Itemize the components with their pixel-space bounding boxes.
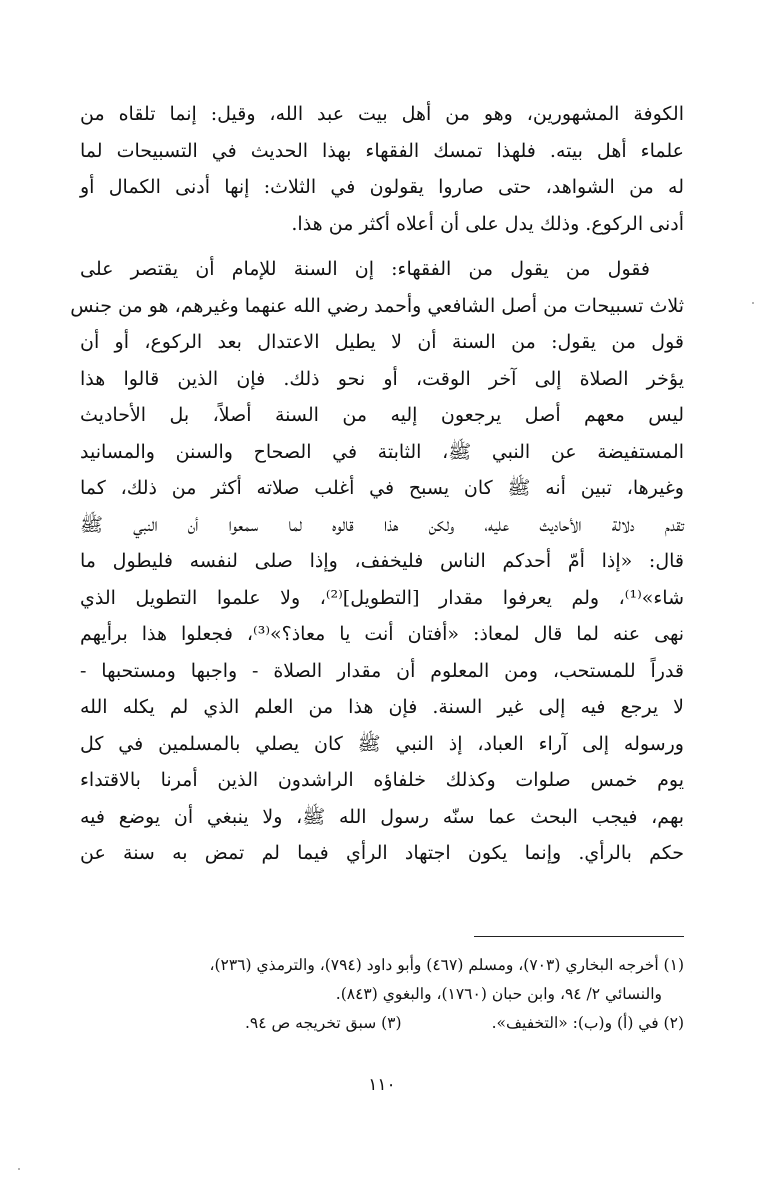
footnote-2: (٢) في (أ) و(ب): «التخفيف». bbox=[491, 1014, 684, 1032]
scan-speck bbox=[18, 1168, 20, 1170]
text-line: حكم بالرأي. وإنما يكون اجتهاد الرأي فيما لم تمض به سنة عن bbox=[80, 842, 684, 864]
text-line: قال: «إذا أمّ أحدكم الناس فليخفف، وإذا صلى لنفسه فليطول ما bbox=[80, 550, 684, 572]
text-line: قدراً للمستحب، ومن المعلوم أن مقدار الصلاة - واجبها ومستحبها - bbox=[80, 659, 684, 682]
text-line: فقول من يقول من الفقهاء: إن السنة للإمام أن يقتصر على bbox=[80, 258, 650, 280]
page-number: ١١٠ bbox=[368, 1075, 396, 1095]
text-line: يوم خمس صلوات وكذلك خلفاؤه الراشدون الذين أمرنا بالاقتداء bbox=[80, 769, 684, 791]
scan-speck bbox=[752, 302, 754, 304]
footnotes bbox=[80, 951, 684, 1038]
book-page bbox=[70, 0, 684, 1192]
text-line: لا يرجع فيه إلى غير السنة. فإن هذا من العلم الذي لم يكله الله bbox=[80, 696, 684, 718]
text-line: أدنى الركوع. وذلك يدل على أن أعلاه أكثر من هذا. bbox=[291, 212, 684, 235]
text-line: له من الشواهد، حتى صاروا يقولون في الثلاث: إنها أدنى الكمال أو bbox=[80, 176, 684, 198]
body-text bbox=[70, 96, 684, 872]
text-line: يؤخر الصلاة إلى آخر الوقت، أو نحو ذلك. فإن الذين قالوا هذا bbox=[80, 367, 684, 390]
text-line: شاء»⁽¹⁾، ولم يعرفوا مقدار [التطويل]⁽²⁾، ولا علموا التطويل الذي bbox=[80, 586, 684, 609]
text-line: ليس معهم أصل يرجعون إليه من السنة أصلاً، بل الأحاديث bbox=[80, 404, 684, 426]
text-line: نهى عنه لما قال لمعاذ: «أفتان أنت يا معاذ؟»⁽³⁾، فجعلوا هذا برأيهم bbox=[80, 623, 684, 645]
paragraph-1 bbox=[80, 96, 684, 242]
text-line: تقدم دلالة الأحاديث عليه، ولكن هذا قالوه لما سمعوا أن النبي ﷺ bbox=[80, 513, 684, 536]
text-line: بهم، فيجب البحث عما سنّه رسول الله ﷺ، ولا ينبغي أن يوضع فيه bbox=[80, 805, 684, 828]
footnote-row bbox=[80, 1009, 684, 1038]
text-line: قول من يقول: من السنة أن لا يطيل الاعتدال بعد الركوع، أو أن bbox=[80, 331, 684, 353]
paragraph-2 bbox=[70, 251, 684, 872]
text-line: ثلاث تسبيحات من أصل الشافعي وأحمد رضي الله عنهما وغيرهم، هو من جنس bbox=[70, 294, 684, 317]
footnote-1-continuation: والنسائي ٢/ ٩٤، وابن حبان (١٧٦٠)، والبغوي (٨٤٣). bbox=[335, 985, 662, 1003]
text-line: علماء أهل بيته. فلهذا تمسك الفقهاء بهذا الحديث في التسبيحات لما bbox=[80, 139, 684, 162]
footnote-separator bbox=[474, 936, 684, 937]
text-line: المستفيضة عن النبي ﷺ، الثابتة في الصحاح والسنن والمسانيد bbox=[80, 440, 684, 463]
text-line: الكوفة المشهورين، وهو من أهل بيت عبد الله، وقيل: إنما تلقاه من bbox=[80, 103, 684, 125]
footnote-1: (١) أخرجه البخاري (٧٠٣)، ومسلم (٤٦٧) وأبو داود (٧٩٤)، والترمذي (٢٣٦)، bbox=[209, 956, 684, 974]
text-line: ورسوله إلى آراء العباد، إذ النبي ﷺ كان يصلي بالمسلمين في كل bbox=[80, 732, 684, 755]
footnote-3: (٣) سبق تخريجه ص ٩٤. bbox=[244, 1014, 402, 1032]
text-line: وغيرها، تبين أنه ﷺ كان يسبح في أغلب صلاته أكثر من ذلك، كما bbox=[80, 477, 684, 499]
